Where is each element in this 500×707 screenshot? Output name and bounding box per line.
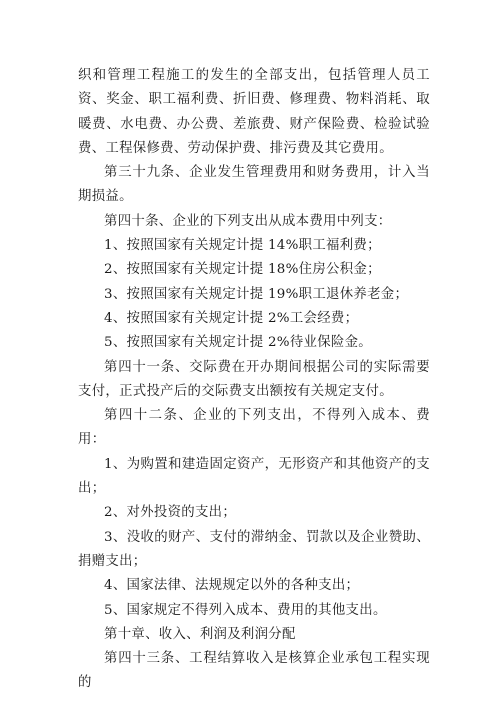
paragraph-article-39: 第三十九条、企业发生管理费用和财务费用，计入当期损益。 (78, 165, 430, 205)
paragraph-article-43: 第四十三条、工程结算收入是核算企业承包工程实现的 (78, 651, 430, 691)
list-item: 5、国家规定不得列入成本、费用的其他支出。 (104, 602, 387, 618)
document-body (78, 64, 430, 696)
list-item: 2、按照国家有关规定计提 18%住房公积金； (104, 262, 381, 278)
list-item: 1、按照国家有关规定计提 14%职工福利费； (104, 238, 381, 254)
list-item: 4、国家法律、法规规定以外的各种支出； (104, 578, 360, 594)
list-item: 1、为购置和建造固定资产，无形资产和其他资产的支出； (78, 456, 430, 497)
paragraph-expense-list: 织和管理工程施工的发生的全部支出，包括管理人员工资、奖金、职工福利费、折旧费、修理费、物料消耗、取暖费、水电费、办公费、差旅费、财产保险费、检验试验费、工程保修费、劳动保护费、排污费及其它费用。 (78, 68, 430, 156)
list-item: 5、按照国家有关规定计提 2%待业保险金。 (104, 335, 372, 351)
paragraph-article-41: 第四十一条、交际费在开办期间根据公司的实际需要支付，正式投产后的交际费支出额按有关规定支付。 (78, 359, 430, 399)
list-item: 2、对外投资的支出； (104, 505, 237, 521)
paragraph-article-42: 第四十二条、企业的下列支出，不得列入成本、费用： (78, 408, 430, 448)
list-item: 3、按照国家有关规定计提 19%职工退休养老金； (104, 286, 409, 302)
list-item: 3、没收的财产、支付的滞纳金、罚款以及企业赞助、捐赠支出； (78, 529, 430, 569)
chapter-heading: 第十章、收入、利润及利润分配 (104, 626, 296, 642)
list-item: 4、按照国家有关规定计提 2%工会经费； (104, 310, 359, 326)
paragraph-article-40: 第四十条、企业的下列支出从成本费用中列支： (104, 213, 392, 229)
